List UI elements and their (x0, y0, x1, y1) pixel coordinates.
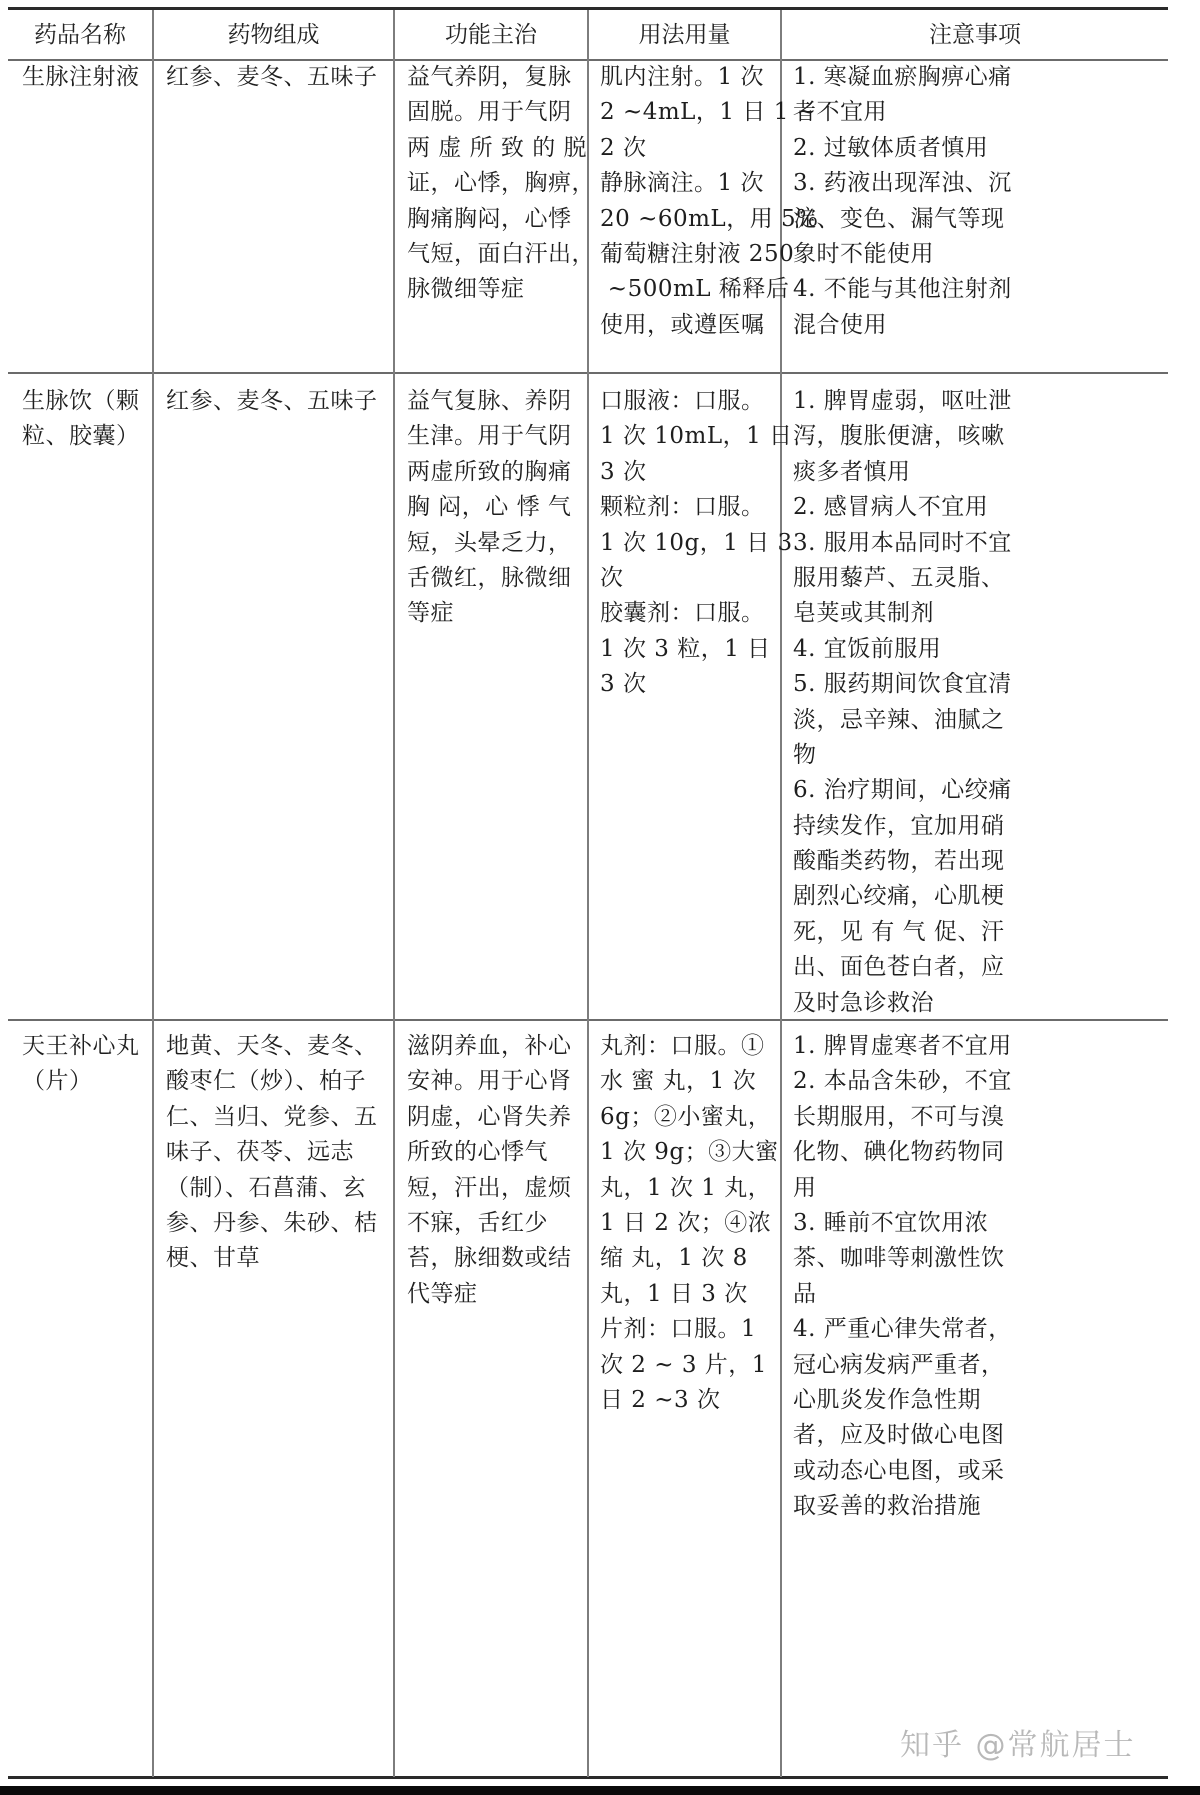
cell-drug-name (22, 60, 140, 95)
cell-line: 使用，或遵医嘱 (600, 311, 765, 338)
cell-line: 短，汗出，虚烦 (407, 1174, 572, 1201)
cell-line: 短，头晕乏力， (407, 529, 572, 556)
cell-line: 3 次 (600, 458, 647, 485)
cell-line: 所致的心悸气 (407, 1139, 548, 1166)
cell-composition (166, 384, 378, 419)
cell-line: 6. 治疗期间，心绞痛 (793, 777, 1012, 804)
cell-line: 出、面色苍白者，应 (793, 954, 1005, 981)
cell-line: 仁、当归、党参、五 (166, 1103, 378, 1130)
cell-line: 痰多者慎用 (793, 458, 911, 485)
header-composition: 药物组成 (227, 22, 320, 48)
cell-line: 3. 睡前不宜饮用浓 (793, 1209, 989, 1236)
cell-line: 气短，面白汗出， (407, 240, 595, 267)
cell-line: 1. 脾胃虚弱，呕吐泄 (793, 388, 1012, 414)
cell-line: 胶囊剂：口服。 (600, 600, 765, 627)
cell-line: 天王补心丸 (22, 1033, 140, 1059)
cell-line: 者，应及时做心电图 (793, 1422, 1005, 1449)
cell-line: 次 2 ~ 3 片，1 (600, 1351, 767, 1378)
cell-line: 酸枣仁（炒）、柏子 (166, 1068, 366, 1095)
cell-line: 2. 过敏体质者慎用 (793, 134, 989, 161)
cell-line: （片） (22, 1068, 93, 1095)
cell-line: ~500mL 稀释后 (600, 276, 790, 303)
cell-line: 丸，1 日 3 次 (600, 1280, 748, 1307)
cell-line: 味子、茯苓、远志 (166, 1139, 354, 1166)
cell-line: 舌微红，脉微细 (407, 564, 572, 591)
watermark-text: 知乎 @常航居士 (900, 1728, 1136, 1763)
cell-drug-name (22, 1029, 140, 1100)
cell-line: 冠心病发病严重者， (793, 1351, 1005, 1378)
cell-indications (407, 1029, 572, 1312)
cell-composition (166, 1029, 378, 1277)
cell-line: 地黄、天冬、麦冬、 (166, 1033, 378, 1059)
cell-line: 2 次 (600, 134, 647, 161)
cell-line: 4. 严重心律失常者， (793, 1316, 1012, 1343)
cell-line: 泻，腹胀便溏，咳嗽 (793, 423, 1005, 450)
cell-line: 服用藜芦、五灵脂、 (793, 564, 1005, 591)
cell-line: 滋阴养血，补心 (407, 1033, 572, 1059)
cell-line: 持续发作，宜加用硝 (793, 812, 1005, 839)
column-divider (152, 10, 154, 1777)
cell-line: 益气养阴，复脉 (407, 64, 572, 90)
page-edge-bar (0, 1786, 1200, 1795)
cell-line: 两虚所致的胸痛 (407, 458, 572, 485)
cell-cautions (793, 60, 1012, 343)
cell-line: 或动态心电图，或采 (793, 1457, 1005, 1484)
cell-line: 1. 寒凝血瘀胸痹心痛 (793, 64, 1012, 90)
header-dosage: 用法用量 (638, 22, 731, 48)
cell-line: 及时急诊救治 (793, 989, 934, 1016)
cell-line: 生脉注射液 (22, 64, 140, 90)
cell-line: 4. 宜饭前服用 (793, 635, 942, 662)
cell-line: 生脉饮（颗 (22, 388, 140, 414)
cell-line: 丸，1 次 1 丸， (600, 1174, 772, 1201)
cell-line: 化物、碘化物药物同 (793, 1139, 1005, 1166)
cell-composition (166, 60, 378, 95)
cell-indications (407, 60, 595, 308)
cell-line: 水 蜜 丸，1 次 (600, 1068, 757, 1095)
cell-line: 颗粒剂：口服。 (600, 494, 765, 521)
cell-line: 参、丹参、朱砂、桔 (166, 1209, 378, 1236)
cell-cautions (793, 1029, 1012, 1524)
cell-line: 皂荚或其制剂 (793, 600, 934, 627)
cell-line: 3. 药液出现浑浊、沉 (793, 170, 1012, 197)
cell-line: 胸痛胸闷，心悸 (407, 205, 572, 232)
cell-line: 3 次 (600, 671, 647, 698)
cell-line: 葡萄糖注射液 250 (600, 240, 795, 267)
cell-line: 剧烈心绞痛，心肌梗 (793, 883, 1005, 910)
cell-line: 1 次 3 粒，1 日 (600, 635, 771, 662)
header-drug-name: 药品名称 (34, 22, 126, 48)
cell-line: 口服液：口服。 (600, 388, 765, 414)
cell-line: 混合使用 (793, 311, 887, 338)
cell-line: 1 次 9g；③大蜜 (600, 1139, 779, 1166)
cell-line: 不寐，舌红少 (407, 1209, 548, 1236)
cell-line: 证，心悸，胸痹， (407, 170, 595, 197)
cell-line: 品 (793, 1280, 817, 1307)
cell-line: 1 日 2 次；④浓 (600, 1209, 772, 1236)
cell-line: （制）、石菖蒲、玄 (166, 1174, 366, 1201)
cell-line: 益气复脉、养阴 (407, 388, 572, 414)
cell-line: 用 (793, 1174, 817, 1201)
cell-dosage (600, 384, 793, 703)
cell-line: 阴虚，心肾失养 (407, 1103, 572, 1130)
cell-line: 静脉滴注。1 次 (600, 170, 764, 197)
cell-line: 安神。用于心肾 (407, 1068, 572, 1095)
cell-line: 1 次 10g，1 日 3 (600, 529, 793, 556)
cell-line: 固脱。用于气阴 (407, 99, 572, 126)
cell-line: 4. 不能与其他注射剂 (793, 276, 1012, 303)
cell-line: 淡，忌辛辣、油腻之 (793, 706, 1005, 733)
cell-line: 者不宜用 (793, 99, 887, 126)
cell-line: 红参、麦冬、五味子 (166, 64, 378, 90)
cell-drug-name (22, 384, 140, 455)
cell-line: 1 次 10mL，1 日 (600, 423, 793, 450)
cell-indications (407, 384, 572, 632)
column-divider (393, 10, 395, 1777)
cell-line: 红参、麦冬、五味子 (166, 388, 378, 414)
cell-cautions (793, 384, 1012, 1021)
cell-line: 两 虚 所 致 的 脱 (407, 134, 588, 161)
cell-line: 5. 服药期间饮食宜清 (793, 671, 1012, 698)
cell-line: 淀、变色、漏气等现 (793, 205, 1005, 232)
cell-line: 梗、甘草 (166, 1245, 260, 1272)
cell-line: 肌内注射。1 次 (600, 64, 764, 90)
cell-line: 2. 感冒病人不宜用 (793, 494, 989, 521)
cell-line: 日 2 ~3 次 (600, 1386, 721, 1413)
cell-line: 片剂：口服。1 (600, 1316, 757, 1343)
cell-line: 酸酯类药物，若出现 (793, 848, 1005, 875)
header-cautions: 注意事项 (929, 22, 1021, 48)
cell-dosage (600, 60, 819, 343)
cell-line: 苔，脉细数或结 (407, 1245, 572, 1272)
cell-line: 死，见 有 气 促、汗 (793, 918, 1005, 945)
cell-line: 20 ~60mL，用 5% (600, 205, 819, 232)
cell-line: 3. 服用本品同时不宜 (793, 529, 1012, 556)
cell-line: 2 ~4mL，1 日 1 ~ (600, 99, 817, 126)
cell-line: 等症 (407, 600, 454, 627)
cell-line: 次 (600, 564, 624, 591)
cell-line: 2. 本品含朱砂，不宜 (793, 1068, 1012, 1095)
cell-line: 缩 丸，1 次 8 (600, 1245, 748, 1272)
cell-dosage (600, 1029, 779, 1418)
cell-line: 长期服用，不可与溴 (793, 1103, 1005, 1130)
cell-line: 6g；②小蜜丸， (600, 1103, 772, 1130)
cell-line: 脉微细等症 (407, 276, 525, 303)
cell-line: 取妥善的救治措施 (793, 1493, 981, 1520)
cell-line: 胸 闷，心 悸 气 (407, 494, 572, 521)
cell-line: 丸剂：口服。① (600, 1033, 765, 1059)
cell-line: 心肌炎发作急性期 (793, 1386, 981, 1413)
cell-line: 物 (793, 741, 817, 768)
cell-line: 粒、胶囊） (22, 423, 140, 450)
cell-line: 生津。用于气阴 (407, 423, 572, 450)
cell-line: 茶、咖啡等刺激性饮 (793, 1245, 1005, 1272)
header-indications: 功能主治 (445, 22, 537, 48)
cell-line: 象时不能使用 (793, 240, 934, 267)
cell-line: 1. 脾胃虚寒者不宜用 (793, 1033, 1012, 1059)
cell-line: 代等症 (407, 1280, 478, 1307)
